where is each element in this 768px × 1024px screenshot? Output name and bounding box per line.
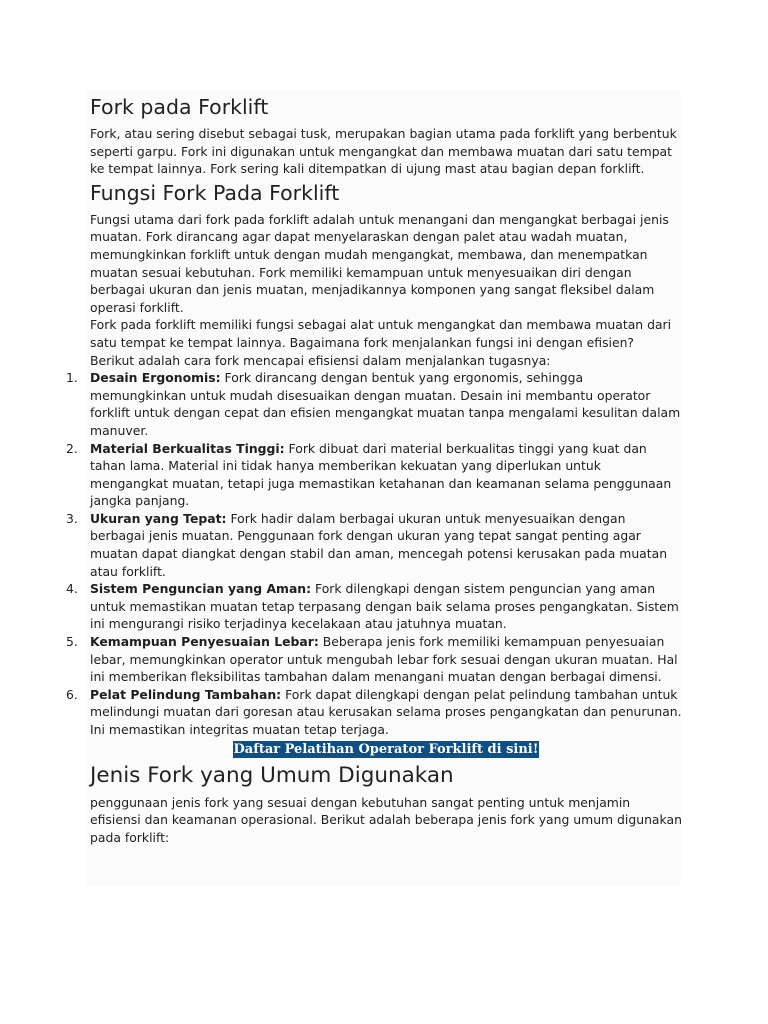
efficiency-list xyxy=(66,369,682,738)
paragraph-fungsi-efisiensi: Fork pada forklift memiliki fungsi sebagai alat untuk mengangkat dan membawa muatan dari satu tempat ke tempat lainnya. Bagaimana fork menjalankan fungsi ini dengan efisien? Berikut adalah cara fork mencapai efisiensi dalam menjalankan tugasnya: xyxy=(90,317,672,368)
list-item: 5. Kemampuan Penyesuaian Lebar: Beberapa jenis fork memiliki kemampuan penyesuaian lebar, memungkinkan operator untuk mengubah lebar fork sesuai dengan ukuran muatan. Hal ini memberikan fleksibilitas tambahan dalam menangani muatan dengan berbagai dimensi. xyxy=(66,634,678,685)
paragraph-fungsi-utama: Fungsi utama dari fork pada forklift adalah untuk menangani dan mengangkat berbagai jenis muatan. Fork dirancang agar dapat menyelaraskan dengan palet atau wadah muatan, memungkinkan forklift untuk dengan mudah mengangkat, membawa, dan menempatkan muatan sesuai kebutuhan. Fork memiliki kemampuan untuk menyesuaikan diri dengan berbagai ukuran dan jenis muatan, menjadikannya komponen yang sangat fleksibel dalam operasi forklift. xyxy=(90,211,669,315)
list-item: 2. Material Berkualitas Tinggi: Fork dibuat dari material berkualitas tinggi yang kuat dan tahan lama. Material ini tidak hanya memberikan kekuatan yang diperlukan untuk mengangkat muatan, tetapi juga memastikan ketahanan dan keamanan selama penggunaan jangka panjang. xyxy=(66,440,672,509)
heading-fungsi-fork: Fungsi Fork Pada Forklift xyxy=(90,180,340,205)
heading-jenis-fork: Jenis Fork yang Umum Digunakan xyxy=(90,762,454,788)
banner-row xyxy=(90,739,682,760)
document-content xyxy=(66,92,682,846)
paragraph-jenis-fork: penggunaan jenis fork yang sesuai dengan kebutuhan sangat penting untuk menjamin efisiensi dan keamanan operasional. Berikut adalah beberapa jenis fork yang umum digunakan pada forklift: xyxy=(90,794,682,845)
list-item: 4. Sistem Penguncian yang Aman: Fork dilengkapi dengan sistem penguncian yang aman untuk memastikan muatan tetap terpasang dengan baik selama proses pengangkatan. Sistem ini mengurangi risiko terjadinya kecelakaan atau jatuhnya muatan. xyxy=(66,581,679,632)
list-item: 1. Desain Ergonomis: Fork dirancang dengan bentuk yang ergonomis, sehingga memungkinkan untuk mudah disesuaikan dengan muatan. Desain ini membantu operator forklift untuk dengan cepat dan efisien mengangkat muatan tanpa mengalami kesulitan dalam manuver. xyxy=(66,370,681,438)
paragraph-fork-definition: Fork, atau sering disebut sebagai tusk, merupakan bagian utama pada forklift yang berbentuk seperti garpu. Fork ini digunakan untuk mengangkat dan membawa muatan dari satu tempat ke tempat lainnya. Fork sering kali ditempatkan di ujung mast atau bagian depan forklift. xyxy=(90,126,677,177)
list-item: 3. Ukuran yang Tepat: Fork hadir dalam berbagai ukuran untuk menyesuaikan dengan berbagai jenis muatan. Penggunaan fork dengan ukuran yang tepat sangat penting agar muatan dapat diangkat dengan stabil dan aman, mencegah potensi kerusakan pada muatan atau forklift. xyxy=(66,510,668,579)
heading-fork-pada-forklift: Fork pada Forklift xyxy=(90,95,269,119)
daftar-pelatihan-link[interactable]: Daftar Pelatihan Operator Forklift di sini! xyxy=(233,741,539,757)
list-item: 6. Pelat Pelindung Tambahan: Fork dapat dilengkapi dengan pelat pelindung tambahan untuk melindungi muatan dari goresan atau kerusakan selama proses pengangkatan dan penurunan. Ini memastikan integritas muatan tetap terjaga. xyxy=(66,686,682,737)
